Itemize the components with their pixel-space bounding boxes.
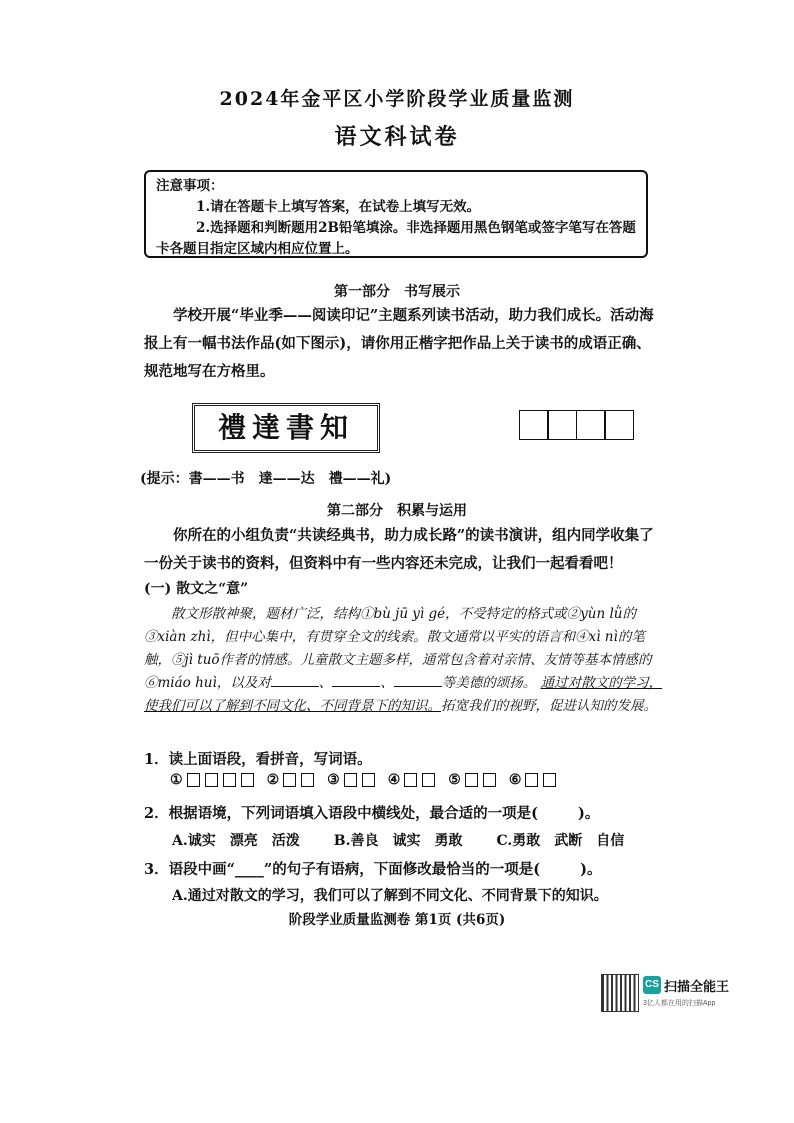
question-2: 2．根据语境，下列词语填入语段中横线处，最合适的一项是( )。 — [144, 805, 600, 822]
grid-cell[interactable] — [519, 410, 549, 440]
grid-cell[interactable] — [604, 410, 634, 440]
grid-cell[interactable] — [576, 410, 606, 440]
part1-hint: (提示：書——书 達——达 禮——礼) — [140, 471, 392, 487]
page-footer: 阶段学业质量监测卷 第1页 (共6页) — [288, 912, 506, 928]
essay-text-a: 散文形散神聚，题材广泛，结构①bù jū yì gé，不受特定的格式或②yùn lǜ的③xiàn zhì，但中心集中，有贯穿全文的线索。散文通常以平实的语言和④xì nì的笔触，⑤jì tuō作者的情感。儿童散文主题多样，通常包含着对亲情、友情等基本情感的⑥miáo huì，以及对 — [144, 606, 652, 691]
notice-box — [144, 170, 648, 258]
essay-sep-2: 、 — [380, 675, 394, 691]
pinyin-answer-row — [170, 772, 557, 788]
exam-title: 2024年金平区小学阶段学业质量监测 — [219, 88, 575, 110]
exam-subtitle: 语文科试卷 — [334, 124, 460, 150]
answer-group-4[interactable]: ④ — [388, 772, 437, 788]
camscanner-tagline: 3亿人都在用的扫描App — [643, 1000, 716, 1007]
camscanner-name: 扫描全能王 — [664, 979, 730, 994]
option-b[interactable]: B.善良 诚实 勇敢 — [333, 833, 463, 849]
notice-item-1: 1.请在答题卡上填写答案，在试卷上填写无效。 — [196, 199, 481, 215]
blank-1[interactable] — [271, 686, 319, 687]
part1-heading: 第一部分 书写展示 — [334, 284, 460, 300]
answer-group-2[interactable]: ② — [267, 772, 316, 788]
essay-text-e: 拓宽我们的视野，促进认知的发展。 — [441, 698, 657, 714]
notice-item-2-line2: 卡各题目指定区域内相应位置上。 — [156, 241, 359, 257]
essay-underlined-sentence: 通过对散文的学习，使我们可以了解到不同文化、不同背景下的知识。 — [144, 675, 663, 714]
essay-sep-1: 、 — [318, 675, 333, 691]
camscanner-logo: CS — [643, 976, 661, 994]
question-3-options — [172, 885, 608, 905]
grid-cell[interactable] — [547, 410, 577, 440]
question-2-options — [172, 830, 624, 850]
answer-group-5[interactable]: ⑤ — [448, 772, 497, 788]
question-3: 3．语段中画“____”的句子有语病，下面修改最恰当的一项是( )。 — [144, 861, 602, 878]
answer-group-3[interactable]: ③ — [327, 772, 376, 788]
part2-heading: 第二部分 积累与运用 — [327, 503, 467, 519]
essay-passage — [144, 603, 664, 718]
blank-2[interactable] — [332, 686, 380, 687]
blank-3[interactable] — [394, 686, 442, 687]
calligraphy-artwork: 禮達書知 — [192, 403, 380, 453]
part2-intro: 你所在的小组负责“共读经典书，助力成长路”的读书演讲，组内同学收集了一份关于读书的资料，但资料中有一些内容还未完成，让我们一起看看吧！ — [144, 527, 654, 572]
notice-item-2-line1: 2.选择题和判断题用2B铅笔填涂。非选择题用黑色钢笔或签字笔写在答题 — [196, 220, 636, 236]
answer-group-1[interactable]: ① — [170, 772, 255, 788]
option-a[interactable]: A.通过对散文的学习，我们可以了解到不同文化、不同背景下的知识。 — [172, 888, 608, 904]
writing-grid[interactable] — [520, 410, 634, 440]
notice-heading: 注意事项： — [156, 178, 224, 194]
option-c[interactable]: C.勇敢 武断 自信 — [496, 833, 625, 849]
part1-intro: 学校开展“毕业季——阅读印记”主题系列读书活动，助力我们成长。活动海报上有一幅书法作品(如下图示)，请你用正楷字把作品上关于读书的成语正确、规范地写在方格里。 — [144, 307, 654, 380]
answer-group-6[interactable]: ⑥ — [509, 772, 558, 788]
qr-code-icon — [601, 974, 639, 1012]
section1-heading: (一) 散文之“意” — [144, 581, 249, 597]
essay-text-d: 等美德的颂扬。 — [441, 675, 537, 691]
question-1: 1．读上面语段，看拼音，写词语。 — [144, 751, 372, 768]
option-a[interactable]: A.诚实 漂亮 活泼 — [172, 833, 300, 849]
